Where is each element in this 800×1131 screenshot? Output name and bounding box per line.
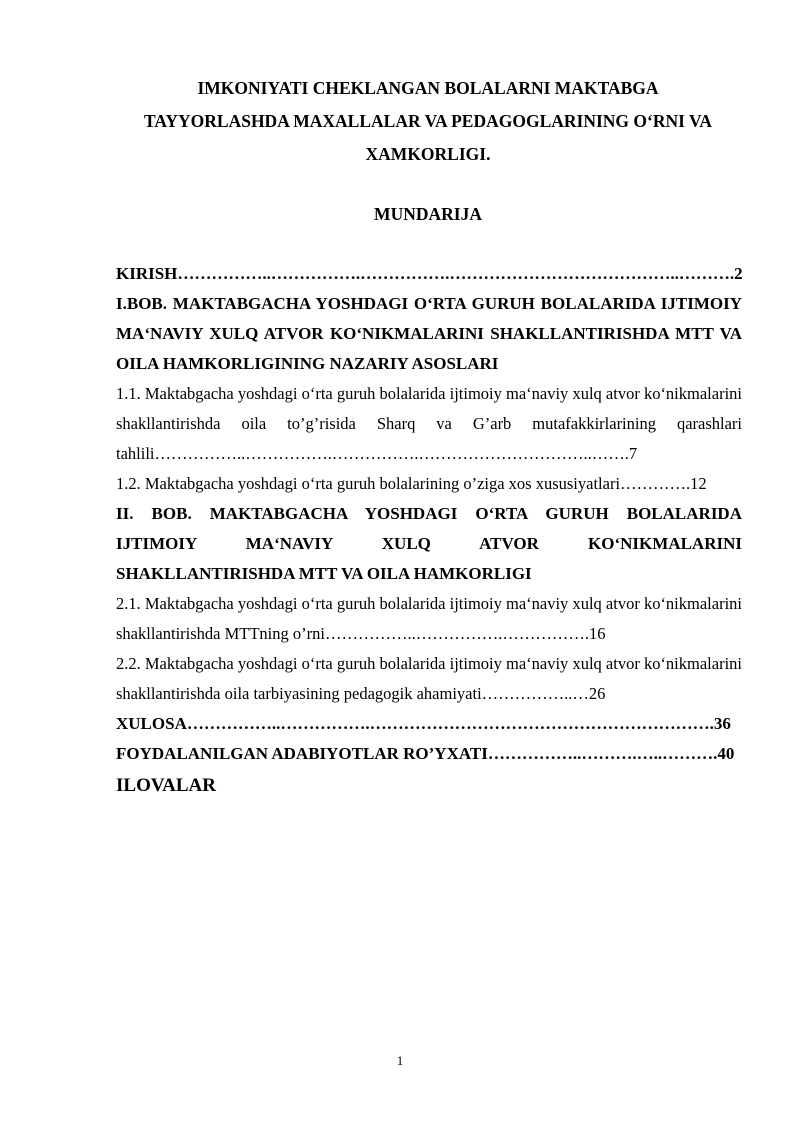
title-line-1: IMKONIYATI CHEKLANGAN BOLALARNI MAKTABGA [197, 78, 659, 98]
toc-entry-conclusion: XULOSA……………..…………….…………………………………………………….36 [116, 714, 731, 733]
toc-entry-section-2-1: 2.1. Maktabgacha yoshdagi o‘rta guruh bolalarida ijtimoiy ma‘naviy xulq atvor ko‘nikmalarini shakllantirishda MTTning o’rni……………..…………….…………….16 [116, 594, 742, 643]
toc-entry-intro: KIRISH……………..…………….…………….…………………………………..……….2 [116, 264, 743, 283]
toc-entry-appendices: ILOVALAR [116, 775, 216, 796]
toc-entry-chapter-1: I.BOB. MAKTABGACHA YOSHDAGI O‘RTA GURUH BOLALARIDA IJTIMOIY MA‘NAVIY XULQ ATVOR KO‘NIKMALARINI SHAKLLANTIRISHDA MTT VA OILA HAMKORLIGINING NAZARIY ASOSLARI [116, 294, 742, 373]
toc-entry-section-1-1: 1.1. Maktabgacha yoshdagi o‘rta guruh bolalarida ijtimoiy ma‘naviy xulq atvor ko‘nikmalarini shakllantirishda oila to’g’risida Sharq va G’arb mutafakkirlarining qarashlari tahlili……………..…………….…………….…………………………..…….7 [116, 384, 742, 463]
table-of-contents [116, 259, 742, 801]
toc-entry-chapter-2: II. BOB. MAKTABGACHA YOSHDAGI O‘RTA GURUH BOLALARIDA IJTIMOIY MA‘NAVIY XULQ ATVOR KO‘NIKMALARINI SHAKLLANTIRISHDA MTT VA OILA HAMKORLIGI [116, 504, 742, 583]
toc-entry-section-1-2: 1.2. Maktabgacha yoshdagi o‘rta guruh bolalarining o’ziga xos xususiyatlari………….12 [116, 474, 707, 493]
document-title [100, 72, 756, 171]
page-number: 1 [396, 1053, 404, 1068]
title-line-3: XAMKORLIGI. [365, 144, 491, 164]
toc-entry-section-2-2: 2.2. Maktabgacha yoshdagi o‘rta guruh bolalarida ijtimoiy ma‘naviy xulq atvor ko‘nikmalarini shakllantirishda oila tarbiyasining pedagogik ahamiyati……………..…26 [116, 654, 742, 703]
toc-entry-references: FOYDALANILGAN ADABIYOTLAR RO’YXATI……………..……….…..……….40 [116, 744, 735, 763]
title-line-2: TAYYORLASHDA MAXALLALAR VA PEDAGOGLARINING O‘RNI VA [143, 111, 713, 131]
contents-heading: MUNDARIJA [374, 204, 482, 224]
